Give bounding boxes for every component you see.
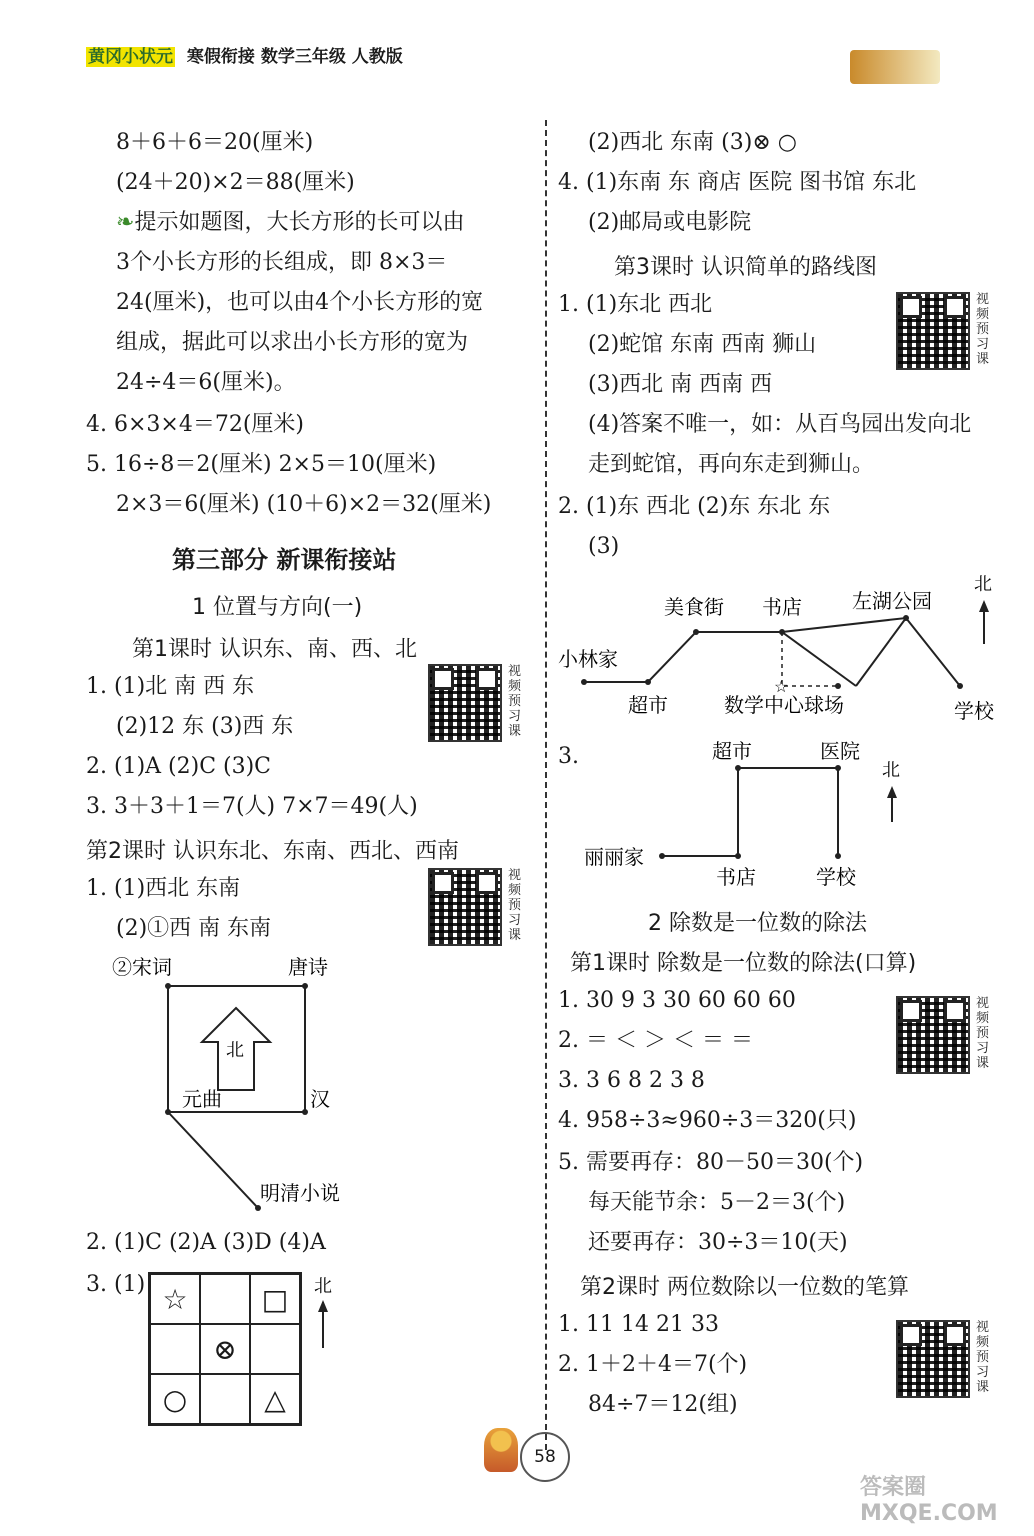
map2-north-label: 北 xyxy=(882,760,900,781)
lesson-title: 第1课时 除数是一位数的除法(口算) xyxy=(570,951,917,976)
tip-line: 24(厘米)，也可以由4个小长方形的宽 xyxy=(116,290,484,315)
map1-label-home: 小林家 xyxy=(558,647,618,671)
qr-code[interactable] xyxy=(896,1320,970,1398)
map2-label-home: 丽丽家 xyxy=(584,845,644,869)
north-arrow-label: 北 xyxy=(226,1040,244,1061)
answer-line: 2. (1)C (2)A (3)D (4)A xyxy=(86,1230,326,1255)
grid-cell-star: ☆ xyxy=(150,1274,200,1324)
answer-line: 1. (1)北 南 西 东 xyxy=(86,674,255,699)
grid-cell xyxy=(200,1374,250,1424)
unit-title: 1 位置与方向(一) xyxy=(192,595,363,620)
answer-line: 5. 16÷8＝2(厘米) 2×5＝10(厘米) xyxy=(86,452,437,477)
map2-label-school: 学校 xyxy=(816,865,856,889)
diagram-label-songci: ②宋词 xyxy=(112,955,172,979)
answer-line: 每天能节余：5－2＝3(个) xyxy=(588,1190,846,1215)
video-label: 视频预习课 xyxy=(976,1320,990,1395)
answer-line: (3) xyxy=(588,534,620,559)
lesson-title: 第2课时 认识东北、东南、西北、西南 xyxy=(86,839,459,864)
answer-line: (4)答案不唯一，如：从百鸟园出发向北 xyxy=(588,412,972,437)
answer-line: (2)邮局或电影院 xyxy=(588,210,752,235)
answer-line: 84÷7＝12(组) xyxy=(588,1392,738,1417)
map1-label-market: 超市 xyxy=(628,693,668,717)
diagram-label-yuanqu: 元曲 xyxy=(182,1087,222,1111)
answer-line: 3. (1) xyxy=(86,1272,146,1297)
answer-line: 走到蛇馆，再向东走到狮山。 xyxy=(588,452,875,477)
answer-line: 3. 3 6 8 2 3 8 xyxy=(558,1068,705,1093)
map1-label-food: 美食街 xyxy=(664,595,724,619)
map2-label-book: 书店 xyxy=(716,865,756,889)
brand-title: 黄冈小状元 xyxy=(88,47,173,67)
column-divider xyxy=(545,120,547,1450)
shape-grid xyxy=(148,1272,302,1426)
answer-line: 1. (1)西北 东南 xyxy=(86,876,241,901)
answer-line: (3)西北 南 西南 西 xyxy=(588,372,773,397)
answer-line: 2. 1＋2＋4＝7(个) xyxy=(558,1352,748,1377)
grid-cell-triangle: △ xyxy=(250,1374,300,1424)
route-map-2 xyxy=(580,730,920,900)
answer-line: (2)西北 东南 (3)⊗ ○ xyxy=(588,130,797,155)
north-label: 北 xyxy=(314,1276,332,1297)
answer-line: 2. ＝ ＜ ＞ ＜ ＝ ＝ xyxy=(558,1028,753,1053)
answer-line: 1. 11 14 21 33 xyxy=(558,1312,719,1337)
unit-title: 2 除数是一位数的除法 xyxy=(648,911,867,936)
leaf-icon: ❧ xyxy=(116,210,135,235)
answer-line: (2)12 东 (3)西 东 xyxy=(116,714,294,739)
tip-line xyxy=(116,210,464,236)
video-label: 视频预习课 xyxy=(508,868,522,943)
answer-line: (2)①西 南 东南 xyxy=(116,916,272,941)
map2-label-hospital: 医院 xyxy=(820,739,860,763)
diagram-label-mingqing: 明清小说 xyxy=(260,1181,340,1205)
answer-line: 4. (1)东南 东 商店 医院 图书馆 东北 xyxy=(558,170,917,195)
answer-line: 5. 需要再存：80－50＝30(个) xyxy=(558,1150,864,1175)
video-label: 视频预习课 xyxy=(976,996,990,1071)
lesson-title: 第3课时 认识简单的路线图 xyxy=(614,255,877,280)
answer-line: 2. (1)A (2)C (3)C xyxy=(86,754,272,779)
answer-line: 1. 30 9 3 30 60 60 60 xyxy=(558,988,796,1013)
header-subtitle: 寒假衔接 数学三年级 人教版 xyxy=(186,47,403,67)
qr-code[interactable] xyxy=(896,292,970,370)
answer-line: (24＋20)×2＝88(厘米) xyxy=(116,170,355,195)
answer-line: 3. xyxy=(558,744,579,769)
grid-cell-circle: ○ xyxy=(150,1374,200,1424)
qr-code[interactable] xyxy=(428,868,502,946)
answer-line: 8＋6＋6＝20(厘米) xyxy=(116,130,314,155)
watermark: 答案圈 MXQE.COM xyxy=(860,1475,998,1526)
tip-text: 提示如题图，大长方形的长可以由 xyxy=(134,210,465,235)
answer-line: (2)蛇馆 东南 西南 狮山 xyxy=(588,332,817,357)
answer-line: 2. (1)东 西北 (2)东 东北 东 xyxy=(558,494,831,519)
map1-label-school: 学校 xyxy=(954,699,994,723)
video-label: 视频预习课 xyxy=(976,292,990,367)
answer-line: 还要再存：30÷3＝10(天) xyxy=(588,1230,848,1255)
mascot-icon xyxy=(484,1428,518,1472)
answer-line: 4. 6×3×4＝72(厘米) xyxy=(86,412,305,437)
lesson-title: 第1课时 认识东、南、西、北 xyxy=(132,637,417,662)
page-number: 58 xyxy=(520,1432,570,1482)
grid-cell-otimes: ⊗ xyxy=(200,1324,250,1374)
answer-line: 3. 3＋3＋1＝7(人) 7×7＝49(人) xyxy=(86,794,418,819)
map1-star-icon: ☆ xyxy=(774,677,789,696)
qr-code[interactable] xyxy=(896,996,970,1074)
answer-line: 1. (1)东北 西北 xyxy=(558,292,713,317)
map1-label-park: 左湖公园 xyxy=(852,589,932,613)
section-title: 第三部分 新课衔接站 xyxy=(172,546,397,574)
map1-label-book: 书店 xyxy=(762,595,802,619)
direction-diagram xyxy=(110,950,370,1220)
grid-cell xyxy=(150,1324,200,1374)
video-label: 视频预习课 xyxy=(508,664,522,739)
map1-north-label: 北 xyxy=(974,574,992,595)
map2-label-market: 超市 xyxy=(712,739,752,763)
grid-cell xyxy=(250,1324,300,1374)
north-arrow-icon xyxy=(308,1272,338,1352)
tip-line: 组成，据此可以求出小长方形的宽为 xyxy=(116,330,469,355)
diagram-label-tangshi: 唐诗 xyxy=(288,955,328,979)
diagram-label-han: 汉 xyxy=(310,1087,330,1111)
qr-code[interactable] xyxy=(428,664,502,742)
grid-cell-square: □ xyxy=(250,1274,300,1324)
page-header xyxy=(86,42,403,67)
map1-label-math: 数学中心球场 xyxy=(724,693,844,717)
tip-line: 3个小长方形的长组成，即 8×3＝ xyxy=(116,250,448,275)
grid-cell xyxy=(200,1274,250,1324)
answer-line: 2×3＝6(厘米) (10＋6)×2＝32(厘米) xyxy=(116,492,492,517)
answer-line: 4. 958÷3≈960÷3＝320(只) xyxy=(558,1108,857,1133)
lesson-title: 第2课时 两位数除以一位数的笔算 xyxy=(580,1275,909,1300)
tip-line: 24÷4＝6(厘米)。 xyxy=(116,370,296,395)
header-decoration xyxy=(850,50,940,84)
route-map-1 xyxy=(556,568,1016,728)
